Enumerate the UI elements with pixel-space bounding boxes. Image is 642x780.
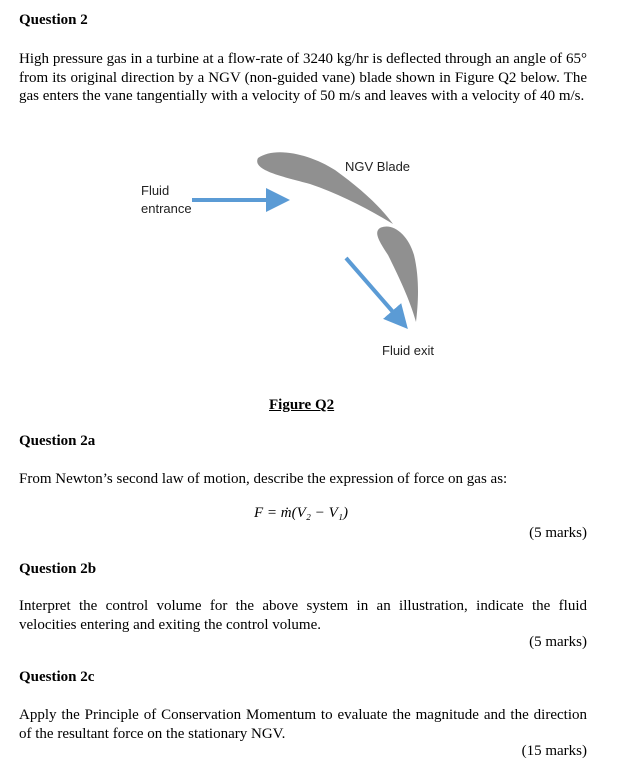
question-2b-marks: (5 marks) [529, 634, 587, 650]
ngv-blade-lower [377, 226, 418, 322]
fluid-exit-label: Fluid exit [382, 343, 435, 358]
question-2a-heading: Question 2a [19, 433, 96, 449]
question-2c-heading: Question 2c [19, 669, 95, 685]
question-2a-marks: (5 marks) [529, 525, 587, 541]
fluid-entrance-label [141, 182, 192, 218]
question-2-body: High pressure gas in a turbine at a flow-rate of 3240 kg/hr is deflected through an angle of 65° from its original direction by a NGV (non-guided vane) blade shown in Figure Q2 below. The gas enters the vane tangentially with a velocity of 50 m/s and leaves with a velocity of 40 m/s. [19, 51, 587, 104]
question-2b-body: Interpret the control volume for the above system in an illustration, indicate the fluid velocities entering and exiting the control volume. [19, 598, 587, 633]
fluid-entrance-label-line2: entrance [141, 201, 192, 216]
fluid-entrance-label-line1: Fluid [141, 183, 170, 198]
ngv-blade-label: NGV Blade [345, 159, 411, 174]
question-2c-body: Apply the Principle of Conservation Momentum to evaluate the magnitude and the direction of the resultant force on the stationary NGV. [19, 707, 587, 742]
question-2-heading: Question 2 [19, 12, 88, 28]
figure-caption: Figure Q2 [269, 397, 335, 413]
question-2b-heading: Question 2b [19, 561, 97, 577]
fluid-exit-arrow [346, 258, 400, 320]
question-2c-marks: (15 marks) [521, 743, 587, 759]
question-2a-body: From Newton’s second law of motion, describe the expression of force on gas as: [19, 471, 508, 487]
figure-q2-diagram [0, 140, 642, 390]
force-equation: F = ṁ(V₂ − V₁) [254, 505, 348, 521]
